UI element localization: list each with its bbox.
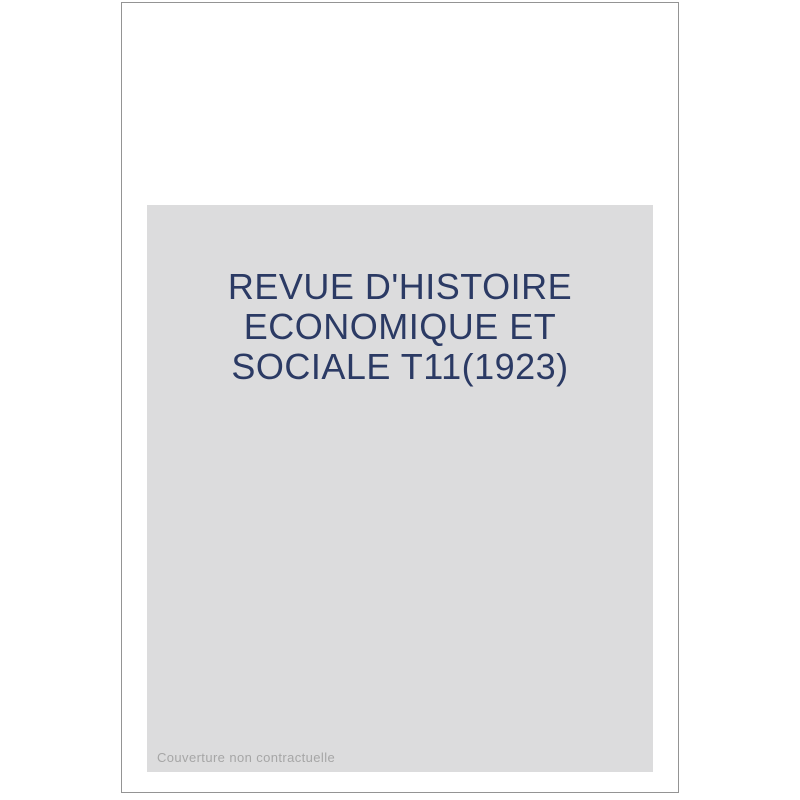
cover-title-line-1: REVUE D'HISTOIRE <box>227 266 573 307</box>
cover-title-line-2: ECONOMIQUE ET <box>243 306 557 347</box>
cover-caption: Couverture non contractuelle <box>157 750 336 765</box>
cover-title <box>147 205 653 387</box>
cover-placeholder <box>147 205 653 772</box>
book-cover-page <box>121 2 679 793</box>
cover-title-line-3: SOCIALE T11(1923) <box>231 346 569 387</box>
